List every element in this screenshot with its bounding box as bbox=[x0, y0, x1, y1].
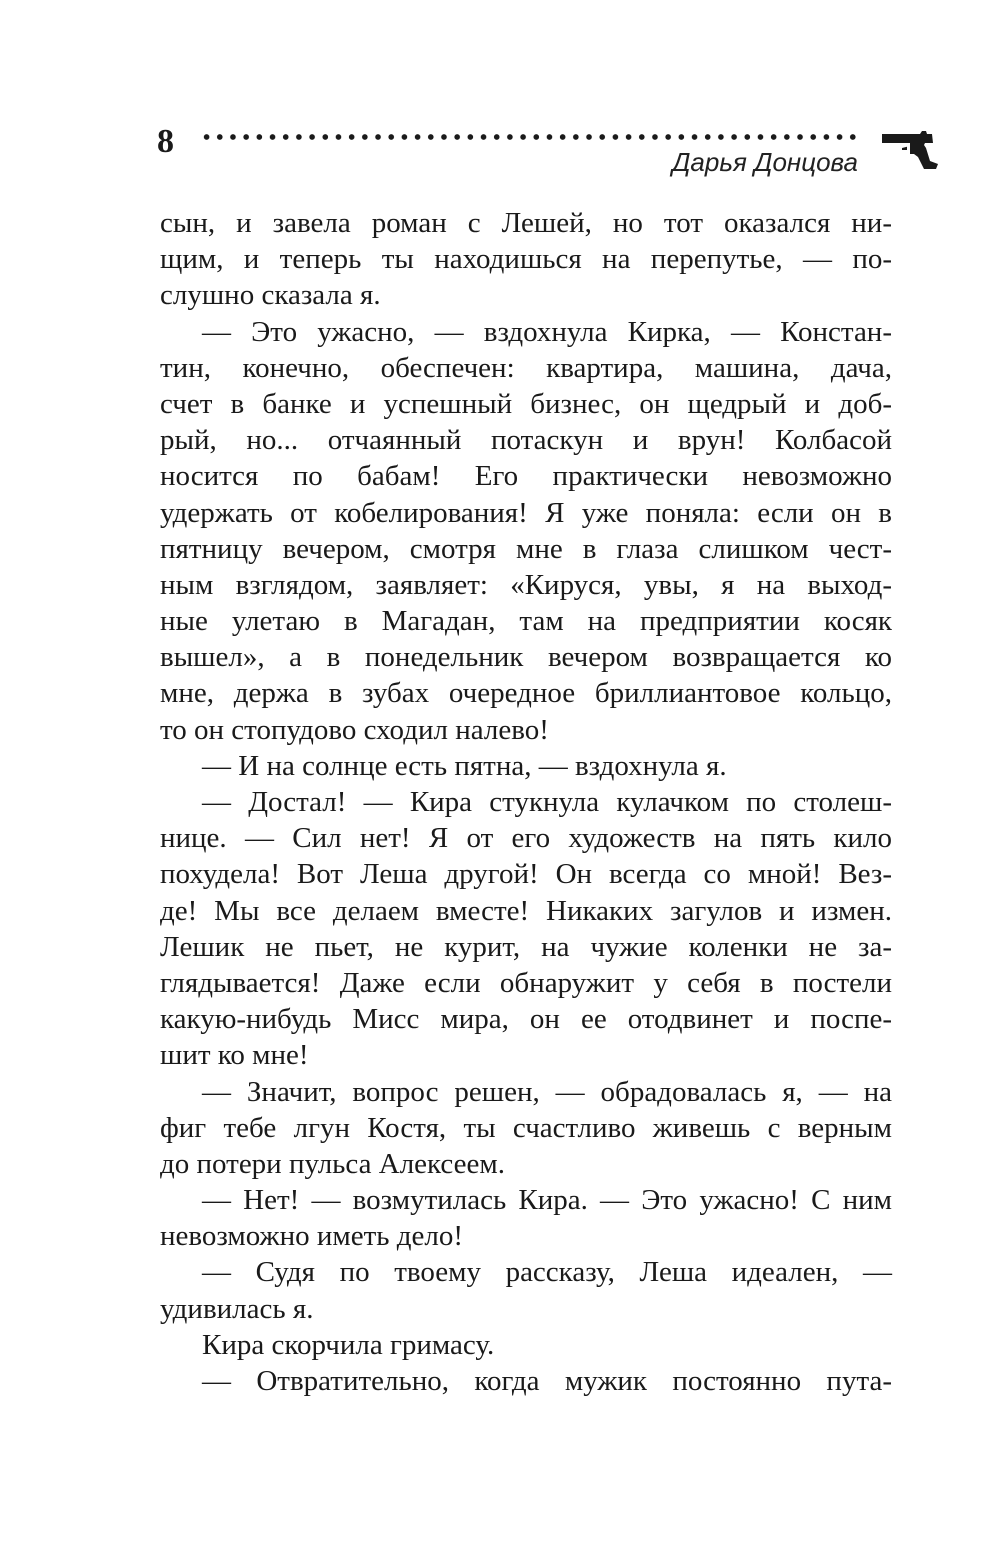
text-line: удержать от кобелирования! Я уже поняла: если он в bbox=[160, 496, 892, 529]
text-line: Лешик не пьет, не курит, на чужие коленки не за- bbox=[160, 930, 892, 963]
page-number: 8 bbox=[157, 123, 174, 160]
text-line: шит ко мне! bbox=[160, 1039, 309, 1072]
text-line: вышел», а в понедельник вечером возвращается ко bbox=[160, 641, 892, 674]
text-line: — Это ужасно, — вздохнула Кирка, — Констан- bbox=[202, 315, 892, 348]
text-line: де! Мы все делаем вместе! Никаких загулов и измен. bbox=[160, 894, 892, 927]
text-line: тин, конечно, обеспечен: квартира, машина, дача, bbox=[160, 351, 892, 384]
text-line: пятницу вечером, смотря мне в глаза слишком чест- bbox=[160, 532, 892, 565]
text-line: похудела! Вот Леша другой! Он всегда со мной! Вез- bbox=[160, 858, 892, 891]
text-line: — Нет! — возмутилась Кира. — Это ужасно! С ним bbox=[202, 1184, 892, 1217]
text-line: носится по бабам! Его практически невозможно bbox=[160, 460, 892, 493]
text-line: фиг тебе лгун Костя, ты счастливо живешь с верным bbox=[160, 1111, 892, 1144]
revolver-icon bbox=[880, 124, 940, 172]
dot-leader bbox=[200, 132, 862, 142]
author-name: Дарья Донцова bbox=[672, 147, 858, 177]
text-line: — Достал! — Кира стукнула кулачком по столеш- bbox=[202, 786, 892, 818]
text-line: до потери пульса Алексеем. bbox=[160, 1147, 505, 1180]
text-line: сын, и завела роман с Лешей, но тот оказался ни- bbox=[160, 207, 892, 239]
text-line: рый, но... отчаянный потаскун и врун! Колбасой bbox=[160, 424, 892, 457]
text-line: то он стопудово сходил налево! bbox=[160, 713, 549, 746]
text-line: щим, и теперь ты находишься на перепутье, — по- bbox=[160, 243, 892, 276]
body-text bbox=[160, 205, 892, 1399]
text-line: ные улетаю в Магадан, там на предприятии косяк bbox=[160, 605, 892, 638]
text-line: счет в банке и успешный бизнес, он щедрый и доб- bbox=[160, 387, 892, 420]
text-line: Кира скорчила гримасу. bbox=[202, 1328, 495, 1361]
text-line: мне, держа в зубах очередное бриллиантовое кольцо, bbox=[160, 677, 892, 710]
text-line: какую-нибудь Мисс мира, он ее отодвинет и поспе- bbox=[160, 1003, 892, 1036]
text-line: глядывается! Даже если обнаружит у себя в постели bbox=[160, 966, 892, 999]
text-line: ным взглядом, заявляет: «Кируся, увы, я на выход- bbox=[160, 568, 892, 601]
text-line: нице. — Сил нет! Я от его художеств на пять кило bbox=[160, 822, 892, 855]
text-line: невозможно иметь дело! bbox=[160, 1220, 464, 1253]
text-line: удивилась я. bbox=[160, 1292, 314, 1325]
text-line: — Судя по твоему рассказу, Леша идеален, — bbox=[202, 1256, 892, 1289]
text-line: — Значит, вопрос решен, — обрадовалась я, — на bbox=[202, 1075, 892, 1108]
text-line: слушно сказала я. bbox=[160, 279, 381, 312]
text-line: — Отвратительно, когда мужик постоянно пута- bbox=[202, 1365, 892, 1397]
text-line: — И на солнце есть пятна, — вздохнула я. bbox=[202, 749, 727, 782]
